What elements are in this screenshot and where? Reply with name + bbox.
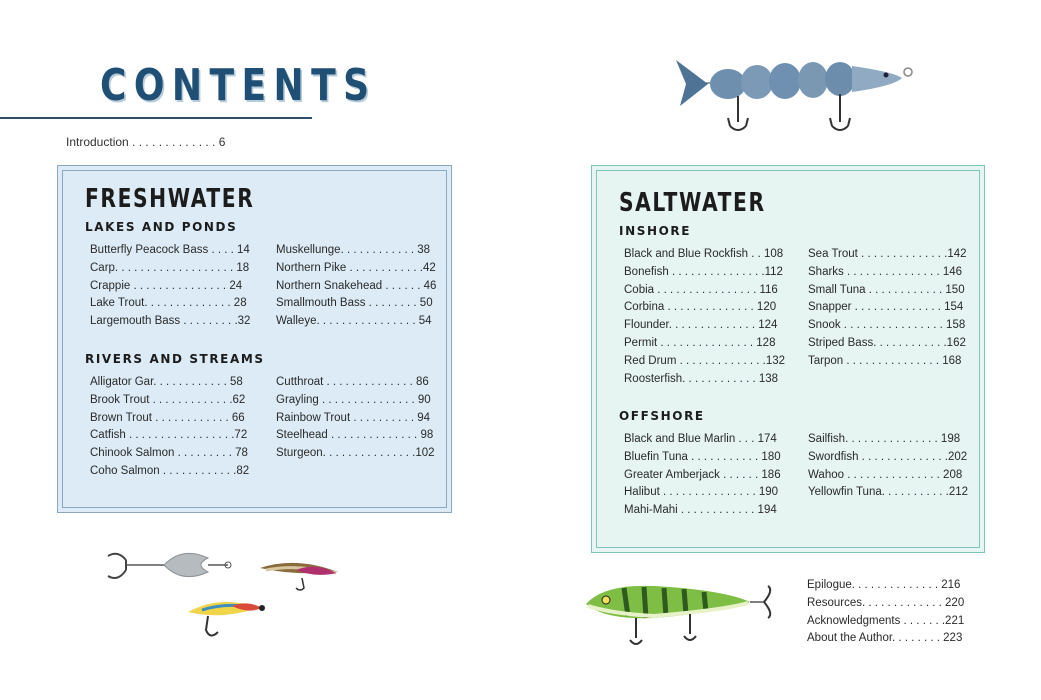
toc-entry[interactable]: Resources. . . . . . . . . . . . . 220: [807, 596, 965, 609]
toc-entry[interactable]: Greater Amberjack . . . . . . 186: [624, 468, 781, 481]
toc-entry[interactable]: Snapper . . . . . . . . . . . . . . 154: [808, 301, 964, 314]
toc-entry[interactable]: Sailfish. . . . . . . . . . . . . . . 198: [808, 433, 961, 445]
toc-entry[interactable]: Cutthroat . . . . . . . . . . . . . . 86: [276, 376, 429, 388]
inshore-heading: INSHORE: [619, 224, 692, 238]
toc-entry[interactable]: Grayling . . . . . . . . . . . . . . . 90: [276, 393, 431, 406]
toc-entry[interactable]: Permit . . . . . . . . . . . . . . . 128: [624, 336, 776, 349]
toc-entry[interactable]: Chinook Salmon . . . . . . . . . 78: [90, 447, 248, 460]
offshore-right-list: [808, 431, 968, 502]
toc-entry[interactable]: Sturgeon. . . . . . . . . . . . . . .102: [276, 447, 435, 460]
streamer-fly-lure-icon: [256, 556, 344, 592]
toc-entry[interactable]: About the Author. . . . . . . . 223: [807, 632, 963, 645]
toc-entry[interactable]: Alligator Gar. . . . . . . . . . . . 58: [90, 376, 243, 388]
saltwater-panel: [591, 165, 985, 553]
toc-entry[interactable]: Bonefish . . . . . . . . . . . . . . .112: [624, 265, 783, 278]
toc-entry[interactable]: Carp. . . . . . . . . . . . . . . . . . . 18: [90, 261, 250, 274]
toc-entry[interactable]: Lake Trout. . . . . . . . . . . . . . 28: [90, 297, 247, 310]
toc-introduction[interactable]: Introduction . . . . . . . . . . . . . 6: [66, 135, 226, 149]
toc-entry[interactable]: Brown Trout . . . . . . . . . . . . 66: [90, 411, 245, 424]
toc-entry[interactable]: Swordfish . . . . . . . . . . . . . .202: [808, 450, 968, 463]
toc-entry[interactable]: Butterfly Peacock Bass . . . . 14: [90, 244, 250, 256]
toc-entry[interactable]: Epilogue. . . . . . . . . . . . . . 216: [807, 579, 961, 591]
lakes-left-list: [90, 242, 250, 331]
toc-entry[interactable]: Yellowfin Tuna. . . . . . . . . . .212: [808, 486, 969, 499]
toc-entry[interactable]: Small Tuna . . . . . . . . . . . . 150: [808, 283, 965, 296]
toc-entry[interactable]: Mahi-Mahi . . . . . . . . . . . . 194: [624, 504, 777, 517]
toc-entry[interactable]: Flounder. . . . . . . . . . . . . . 124: [624, 319, 778, 332]
toc-entry[interactable]: Black and Blue Rockfish . . 108: [624, 248, 784, 260]
toc-entry[interactable]: Black and Blue Marlin . . . 174: [624, 433, 777, 445]
toc-entry[interactable]: Snook . . . . . . . . . . . . . . . . 158: [808, 319, 966, 332]
green-crankbait-lure-icon: [584, 576, 778, 648]
toc-entry[interactable]: Northern Snakehead . . . . . . 46: [276, 279, 437, 292]
title-divider: [0, 117, 312, 119]
salmon-fly-lure-icon: [182, 594, 274, 644]
toc-entry[interactable]: Sea Trout . . . . . . . . . . . . . .142: [808, 248, 967, 260]
toc-entry[interactable]: Brook Trout . . . . . . . . . . . . .62: [90, 393, 246, 406]
segmented-fish-lure-icon: [672, 52, 917, 142]
spinner-lure-icon: [104, 546, 234, 584]
offshore-left-list: [624, 431, 781, 520]
lakes-and-ponds-heading: LAKES AND PONDS: [85, 220, 238, 234]
toc-entry[interactable]: Acknowledgments . . . . . . .221: [807, 614, 965, 627]
toc-entry[interactable]: Striped Bass. . . . . . . . . . . .162: [808, 336, 966, 349]
toc-entry[interactable]: Corbina . . . . . . . . . . . . . . 120: [624, 301, 777, 314]
toc-entry[interactable]: Muskellunge. . . . . . . . . . . . 38: [276, 244, 431, 256]
page-title: CONTENTS: [100, 60, 377, 111]
inshore-right-list: [808, 246, 967, 371]
saltwater-heading: SALTWATER: [619, 188, 766, 218]
toc-entry[interactable]: Roosterfish. . . . . . . . . . . . 138: [624, 372, 779, 385]
freshwater-heading: FRESHWATER: [85, 184, 255, 214]
freshwater-panel: [57, 165, 452, 513]
toc-entry[interactable]: Northern Pike . . . . . . . . . . . .42: [276, 261, 436, 274]
backmatter-list: [807, 577, 964, 648]
toc-entry[interactable]: Halibut . . . . . . . . . . . . . . . 190: [624, 486, 779, 499]
toc-entry[interactable]: Sharks . . . . . . . . . . . . . . . 146: [808, 265, 963, 278]
toc-entry[interactable]: Wahoo . . . . . . . . . . . . . . . 208: [808, 468, 963, 481]
toc-entry[interactable]: Catfish . . . . . . . . . . . . . . . . .72: [90, 429, 248, 442]
inshore-left-list: [624, 246, 785, 388]
toc-entry[interactable]: Crappie . . . . . . . . . . . . . . . 24: [90, 279, 243, 292]
rivers-left-list: [90, 374, 249, 481]
toc-entry[interactable]: Rainbow Trout . . . . . . . . . . 94: [276, 411, 431, 424]
toc-entry[interactable]: Smallmouth Bass . . . . . . . . 50: [276, 297, 433, 310]
offshore-heading: OFFSHORE: [619, 409, 705, 423]
toc-entry[interactable]: Cobia . . . . . . . . . . . . . . . . 116: [624, 283, 778, 296]
toc-entry[interactable]: Steelhead . . . . . . . . . . . . . . 98: [276, 429, 434, 442]
toc-entry[interactable]: Bluefin Tuna . . . . . . . . . . . 180: [624, 450, 781, 463]
lakes-right-list: [276, 242, 436, 331]
toc-entry[interactable]: Red Drum . . . . . . . . . . . . . .132: [624, 354, 786, 367]
toc-entry[interactable]: Walleye. . . . . . . . . . . . . . . . 54: [276, 315, 432, 328]
rivers-and-streams-heading: RIVERS AND STREAMS: [85, 352, 265, 366]
toc-entry[interactable]: Largemouth Bass . . . . . . . . .32: [90, 315, 251, 328]
rivers-right-list: [276, 374, 435, 463]
toc-entry[interactable]: Coho Salmon . . . . . . . . . . . .82: [90, 464, 250, 477]
toc-entry[interactable]: Tarpon . . . . . . . . . . . . . . . 168: [808, 354, 962, 367]
